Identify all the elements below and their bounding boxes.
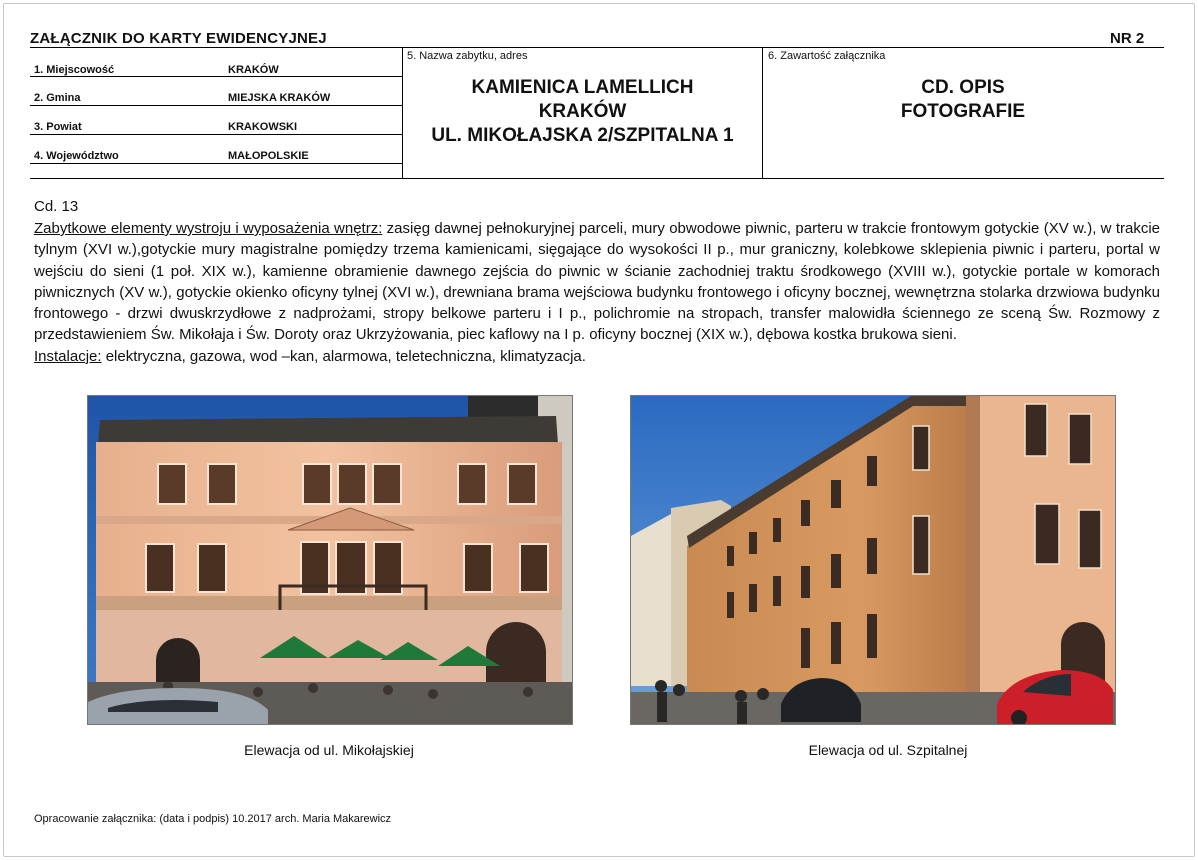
field-rule xyxy=(30,134,402,135)
installations-text: elektryczna, gazowa, wod –kan, alarmowa, teletechniczna, klimatyzacja. xyxy=(101,347,586,365)
photo-caption-mikolajska: Elewacja od ul. Mikołajskiej xyxy=(244,742,414,758)
field-label-commune: 2. Gmina xyxy=(34,92,81,104)
photo-caption-szpitalna: Elewacja od ul. Szpitalnej xyxy=(808,742,968,758)
monument-name xyxy=(403,76,762,148)
monument-heading: 5. Nazwa zabytku, adres xyxy=(407,50,528,62)
field-label-county: 3. Powiat xyxy=(34,121,82,133)
decor-text: zasięg dawnej pełnokuryjnej parceli, mury obwodowe piwnic, parteru w trakcie frontowym gotyckie (XV w.), w trakcie tylnym (XVI w.),gotyckie mury magistralne pomiędzy trzema kamienicami, sięgające do wysokości II p., mur graniczny, kolebkowe sklepienia piwnic i parteru, portal w wejściu do sieni (1 poł. XIX w.), kamienne obramienie dawnego zejścia do piwnic w ścianie zachodniej traktu środkowego (XVIII w.), gotyckie portale w komorach piwnicznych (XV w.), gotyckie okienko oficyny tylnej (XVI w.), drewniana brama wejściowa budynku frontowego i oficyny bocznej, wewnętrzna stolarka drzwiowa budynku frontowego - drzwi dwuskrzydłowe z nadprożami, stropy belkowe parteru i I p., polichromie na stropach, transfer malowidła ściennego ze sceną Św. Rozmowy z przedstawieniem Św. Mikołaja i Św. Doroty oraz Ukrzyżowania, piec kaflowy na I p. oficyny bocznej (XIX w.), dębowa kostka brukowa sieni. xyxy=(34,220,1160,344)
header-bottom-rule xyxy=(30,178,1164,179)
field-value-county: KRAKOWSKI xyxy=(228,121,298,133)
header-top-rule xyxy=(30,47,1164,48)
prepared-by-footer: Opracowanie załącznika: (data i podpis) 10.2017 arch. Maria Makarewicz xyxy=(34,813,392,825)
photo-mikolajska-elevation xyxy=(87,395,573,725)
monument-name-line: KAMIENICA LAMELLICH xyxy=(471,77,694,98)
decor-label: Zabytkowe elementy wystroju i wyposażenia wnętrz: xyxy=(34,220,383,237)
field-rule xyxy=(30,163,402,164)
attachment-number: NR 2 xyxy=(1110,30,1145,47)
building-facade-image xyxy=(88,396,572,724)
contents-block xyxy=(763,76,1163,124)
section-number: Cd. 13 xyxy=(34,198,79,215)
field-label-voivodeship: 4. Województwo xyxy=(34,150,119,162)
field-rule xyxy=(30,76,402,77)
field-value-voivodeship: MAŁOPOLSKIE xyxy=(228,150,309,162)
street-view-image xyxy=(631,396,1115,724)
monument-address-line: UL. MIKOŁAJSKA 2/SZPITALNA 1 xyxy=(431,125,734,146)
installations-label: Instalacje: xyxy=(34,347,102,365)
contents-line: FOTOGRAFIE xyxy=(900,101,1026,122)
field-value-locality: KRAKÓW xyxy=(228,64,279,76)
photo-szpitalna-elevation xyxy=(630,395,1116,725)
contents-line: CD. OPIS xyxy=(921,77,1005,98)
field-value-commune: MIEJSKA KRAKÓW xyxy=(228,92,331,104)
document-title: ZAŁĄCZNIK DO KARTY EWIDENCYJNEJ xyxy=(30,30,327,47)
description-text xyxy=(34,218,1160,367)
field-rule xyxy=(30,105,402,106)
field-label-locality: 1. Miejscowość xyxy=(34,64,115,76)
monument-city-line: KRAKÓW xyxy=(538,101,627,122)
contents-heading: 6. Zawartość załącznika xyxy=(768,50,886,62)
